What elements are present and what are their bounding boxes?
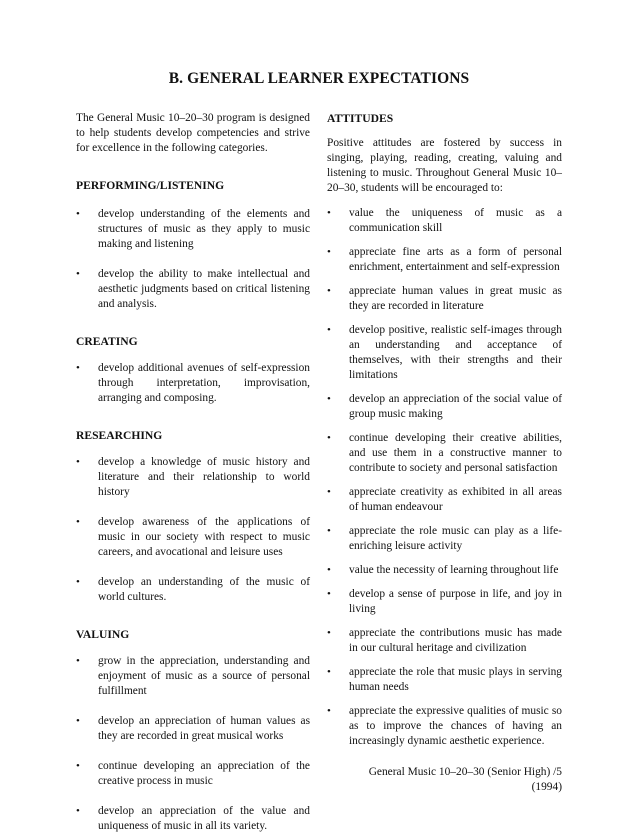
page-title: B. GENERAL LEARNER EXPECTATIONS <box>168 70 470 87</box>
bullet-icon: • <box>76 760 80 772</box>
list-item: • continue developing an appreciation of the creative process in music <box>76 760 310 787</box>
right-column <box>327 111 562 749</box>
creating-list <box>76 361 310 406</box>
researching-list <box>76 455 310 605</box>
attitudes-list <box>327 206 562 749</box>
list-item: • develop an appreciation of the value and uniqueness of music in all its variety. <box>76 805 310 832</box>
list-item: • develop an appreciation of human values as they are recorded in great musical works <box>76 715 310 742</box>
list-item: • appreciate human values in great music as they are recorded in literature <box>327 285 562 312</box>
list-item: • grow in the appreciation, understanding and enjoyment of music as a source of personal fulfillment <box>76 655 310 697</box>
bullet-icon: • <box>76 362 80 374</box>
bullet-icon: • <box>327 246 331 258</box>
list-item: • continue developing their creative abilities, and use them in a constructive manner to contribute to society and personal satisfaction <box>327 432 562 474</box>
bullet-icon: • <box>327 627 331 639</box>
bullet-icon: • <box>327 705 331 717</box>
bullet-icon: • <box>327 393 331 405</box>
list-item: • develop positive, realistic self-images through an understanding and acceptance of themselves, with their strengths and their limitations <box>327 324 562 381</box>
bullet-icon: • <box>76 655 80 667</box>
intro-paragraph: The General Music 10–20–30 program is designed to help students develop competencies and strive for excellence in the following categories. <box>76 112 310 154</box>
left-column <box>76 111 310 834</box>
section-heading-creating: CREATING <box>76 335 138 348</box>
list-item: • develop an understanding of the music of world cultures. <box>76 576 310 603</box>
bullet-icon: • <box>327 666 331 678</box>
list-item: • develop understanding of the elements and structures of music as they apply to music making and listening <box>76 208 310 250</box>
valuing-list <box>76 654 310 834</box>
bullet-icon: • <box>327 525 331 537</box>
list-item: • develop additional avenues of self-expression through interpretation, improvisation, arranging and composing. <box>76 362 310 404</box>
footer-year: (1994) <box>531 781 562 793</box>
list-item: • appreciate creativity as exhibited in all areas of human endeavour <box>327 486 562 513</box>
list-item: • develop an appreciation of the social value of group music making <box>327 393 562 420</box>
bullet-icon: • <box>76 576 80 588</box>
attitudes-intro: Positive attitudes are fostered by success in singing, playing, reading, creating, valuing and listening to music. Throughout General Music 10–20–30, students will be encouraged to: <box>327 137 562 194</box>
page-footer <box>369 765 562 795</box>
bullet-icon: • <box>327 564 331 576</box>
section-heading-attitudes: ATTITUDES <box>327 112 394 125</box>
section-heading-performing-listening: PERFORMING/LISTENING <box>76 179 225 192</box>
footer-publication: General Music 10–20–30 (Senior High) /5 <box>368 766 562 778</box>
section-heading-valuing: VALUING <box>76 628 130 641</box>
section-heading-researching: RESEARCHING <box>76 429 163 442</box>
list-item: • develop a sense of purpose in life, and joy in living <box>327 588 562 615</box>
bullet-icon: • <box>76 805 80 817</box>
bullet-icon: • <box>327 432 331 444</box>
bullet-icon: • <box>76 208 80 220</box>
list-item: • appreciate the contributions music has made in our cultural heritage and civilization <box>327 627 562 654</box>
list-item: • develop a knowledge of music history and literature and their relationship to world history <box>76 456 310 498</box>
list-item: • value the uniqueness of music as a communication skill <box>327 207 562 234</box>
performing-listening-list <box>76 207 310 312</box>
bullet-icon: • <box>76 516 80 528</box>
list-item: • develop awareness of the applications of music in our society with respect to music careers, and avocational and leisure uses <box>76 516 310 558</box>
list-item: • value the necessity of learning throughout life <box>327 564 559 576</box>
bullet-icon: • <box>76 715 80 727</box>
bullet-icon: • <box>327 486 331 498</box>
list-item: • appreciate the role music can play as a life-enriching leisure activity <box>327 525 562 552</box>
list-item: • appreciate the expressive qualities of music so as to improve the chances of having an increasingly dynamic aesthetic experience. <box>327 705 562 747</box>
list-item: • develop the ability to make intellectual and aesthetic judgments based on critical listening and analysis. <box>76 268 310 310</box>
bullet-icon: • <box>76 268 80 280</box>
bullet-icon: • <box>327 324 331 336</box>
bullet-icon: • <box>327 285 331 297</box>
list-item: • appreciate fine arts as a form of personal enrichment, entertainment and self-expression <box>327 246 562 273</box>
bullet-icon: • <box>327 207 331 219</box>
list-item: • appreciate the role that music plays in serving human needs <box>327 666 562 693</box>
bullet-icon: • <box>76 456 80 468</box>
bullet-icon: • <box>327 588 331 600</box>
